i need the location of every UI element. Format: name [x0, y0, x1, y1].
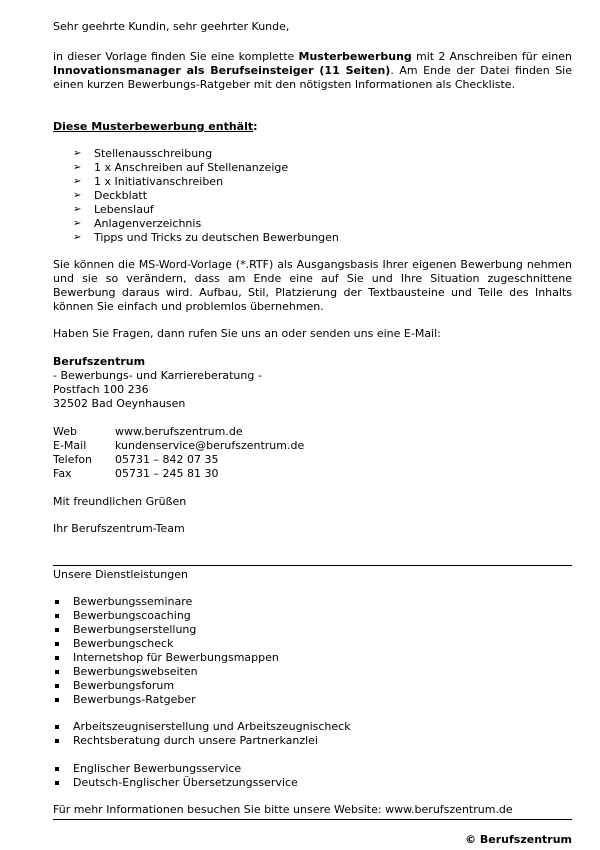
service-list-item — [53, 776, 572, 790]
service-list-item — [53, 734, 572, 748]
arrow-bullet-icon: ➢ — [73, 232, 82, 243]
intro-text-1: in dieser Vorlage finden Sie eine komplette — [53, 50, 299, 63]
contact-label: Telefon — [53, 453, 93, 466]
contact-label: E-Mail — [53, 439, 87, 452]
contents-item-label: Stellenausschreibung — [94, 147, 213, 160]
square-bullet-icon — [55, 684, 59, 688]
service-item-label: Arbeitszeugniserstellung und Arbeitszeugnischeck — [73, 720, 351, 733]
contents-heading — [53, 120, 572, 134]
contents-item-label: 1 x Initiativanschreiben — [94, 175, 224, 188]
service-list-item — [53, 665, 572, 679]
square-bullet-icon — [55, 781, 59, 785]
square-bullet-icon — [55, 767, 59, 771]
contact-row — [53, 453, 304, 467]
service-item-label: Bewerbungs-Ratgeber — [73, 693, 196, 706]
services-list-1 — [53, 595, 572, 707]
intro-bold-musterbewerbung: Musterbewerbung — [298, 50, 412, 63]
arrow-bullet-icon: ➢ — [73, 148, 82, 159]
service-list-item — [53, 595, 572, 609]
contents-item-label: 1 x Anschreiben auf Stellenanzeige — [94, 161, 289, 174]
service-item-label: Rechtsberatung durch unsere Partnerkanzlei — [73, 734, 318, 747]
contact-table — [53, 425, 304, 481]
contents-list — [53, 147, 572, 245]
arrow-bullet-icon: ➢ — [73, 218, 82, 229]
square-bullet-icon — [55, 600, 59, 604]
contact-value: 05731 – 245 81 30 — [115, 467, 219, 480]
contact-label: Web — [53, 425, 77, 438]
signature: Ihr Berufszentrum-Team — [53, 522, 185, 535]
square-bullet-icon — [55, 725, 59, 729]
divider-bottom — [53, 819, 572, 820]
square-bullet-icon — [55, 656, 59, 660]
arrow-bullet-icon: ➢ — [73, 190, 82, 201]
service-list-item — [53, 720, 572, 734]
service-item-label: Internetshop für Bewerbungsmappen — [73, 651, 279, 664]
arrow-bullet-icon: ➢ — [73, 176, 82, 187]
intro-paragraph — [53, 50, 572, 92]
contents-item-label: Tipps und Tricks zu deutschen Bewerbungen — [94, 231, 339, 244]
service-list-item — [53, 637, 572, 651]
services-heading: Unsere Dienstleistungen — [53, 568, 188, 581]
services-list-2 — [53, 720, 572, 748]
intro-bold-position: Innovationsmanager als Berufseinsteiger (11 Seiten) — [53, 64, 391, 77]
service-item-label: Bewerbungscoaching — [73, 609, 191, 622]
square-bullet-icon — [55, 614, 59, 618]
arrow-bullet-icon: ➢ — [73, 204, 82, 215]
service-list-item — [53, 623, 572, 637]
contents-list-item — [53, 147, 572, 161]
square-bullet-icon — [55, 739, 59, 743]
contents-item-label: Anlagenverzeichnis — [94, 217, 202, 230]
service-item-label: Bewerbungsseminare — [73, 595, 193, 608]
square-bullet-icon — [55, 628, 59, 632]
contents-heading-text: Diese Musterbewerbung enthält — [53, 120, 254, 133]
contents-list-item — [53, 175, 572, 189]
salutation: Sehr geehrte Kundin, sehr geehrter Kunde, — [53, 20, 290, 33]
closing: Mit freundlichen Grüßen — [53, 495, 187, 508]
service-item-label: Deutsch-Englischer Übersetzungsservice — [73, 776, 298, 789]
service-list-item — [53, 609, 572, 623]
contents-list-item — [53, 203, 572, 217]
usage-paragraph: Sie können die MS-Word-Vorlage (*.RTF) als Ausgangsbasis Ihrer eigenen Bewerbung nehmen und sie so verändern, dass am Ende eine auf Sie und Ihre Situation zugeschnittene Bewerbung daraus wird. Aufbau, Stil, Platzierung der Textbausteine und Teile des Inhalts können Sie einfach und problemlos übernehmen. — [53, 258, 572, 313]
service-item-label: Bewerbungserstellung — [73, 623, 197, 636]
service-list-item — [53, 693, 572, 707]
contents-list-item — [53, 189, 572, 203]
contents-item-label: Lebenslauf — [94, 203, 154, 216]
service-list-item — [53, 651, 572, 665]
contents-heading-colon: : — [253, 120, 258, 133]
square-bullet-icon — [55, 698, 59, 702]
service-item-label: Englischer Bewerbungsservice — [73, 762, 242, 775]
contact-row — [53, 425, 304, 439]
contact-row — [53, 467, 304, 481]
service-list-item — [53, 762, 572, 776]
company-city: 32502 Bad Oeynhausen — [53, 397, 186, 410]
service-item-label: Bewerbungscheck — [73, 637, 174, 650]
contents-item-label: Deckblatt — [94, 189, 148, 202]
contents-list-item — [53, 161, 572, 175]
company-subtitle: - Bewerbungs- und Karriereberatung - — [53, 369, 262, 382]
service-list-item — [53, 679, 572, 693]
services-list-3 — [53, 762, 572, 790]
company-address — [53, 355, 572, 411]
questions-text: Haben Sie Fragen, dann rufen Sie uns an oder senden uns eine E-Mail: — [53, 327, 441, 340]
service-item-label: Bewerbungsforum — [73, 679, 175, 692]
square-bullet-icon — [55, 670, 59, 674]
copyright: © Berufszentrum — [465, 833, 572, 846]
square-bullet-icon — [55, 642, 59, 646]
contact-value: kundenservice@berufszentrum.de — [115, 439, 305, 452]
divider-top — [53, 565, 572, 566]
company-name: Berufszentrum — [53, 355, 146, 368]
company-street: Postfach 100 236 — [53, 383, 149, 396]
contact-row — [53, 439, 304, 453]
service-item-label: Bewerbungswebseiten — [73, 665, 198, 678]
more-info: Für mehr Informationen besuchen Sie bitte unsere Website: www.berufszentrum.de — [53, 803, 513, 816]
arrow-bullet-icon: ➢ — [73, 162, 82, 173]
intro-text-2: mit 2 Anschreiben für einen — [411, 50, 572, 63]
contact-value: 05731 – 842 07 35 — [115, 453, 219, 466]
contact-label: Fax — [53, 467, 72, 480]
contents-list-item — [53, 217, 572, 231]
contents-list-item — [53, 231, 572, 245]
intro-text-3: . Am Ende der Datei finden Sie einen kurzen Bewerbungs-Ratgeber mit den nötigsten Informationen als Checkliste. — [53, 64, 573, 91]
contact-value: www.berufszentrum.de — [115, 425, 243, 438]
